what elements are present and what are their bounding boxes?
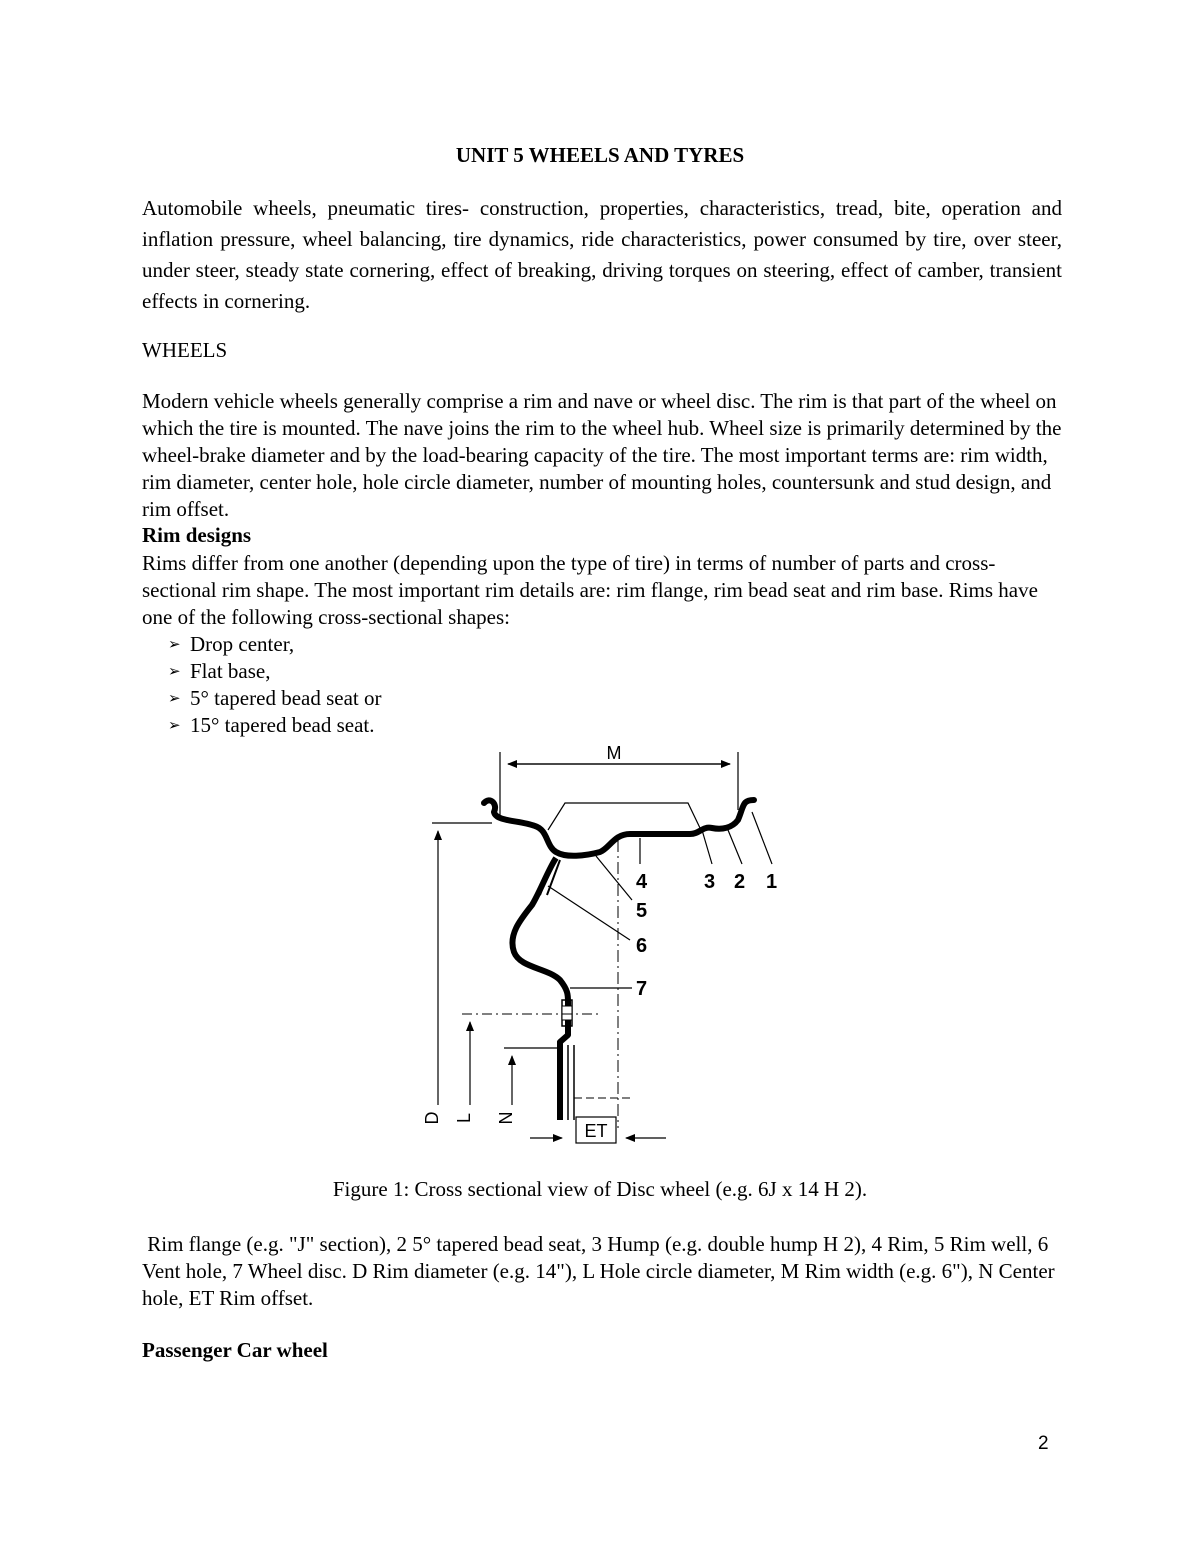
list-item-text: Drop center,: [190, 632, 295, 656]
callout-7: 7: [636, 978, 648, 1000]
rim-shapes-list: [168, 631, 381, 739]
callout-1: 1: [766, 871, 778, 893]
rim-designs-paragraph: Rims differ from one another (depending upon the type of tire) in terms of number of parts and cross-sectional rim shape. The most important rim details are: rim flange, rim bead seat and rim base. Rims have one of the following cross-sectional shapes:: [142, 551, 1038, 629]
list-item-text: Flat base,: [190, 659, 271, 683]
arrow-bullet-icon: ➢: [168, 662, 181, 680]
label-n: N: [496, 1111, 516, 1125]
list-item: [168, 631, 381, 658]
label-m: M: [606, 743, 622, 763]
wheels-paragraph: Modern vehicle wheels generally comprise a rim and nave or wheel disc. The rim is that part of the wheel on which the tire is mounted. The nave joins the rim to the wheel hub. Wheel size is primarily determined by the wheel-brake diameter and by the load-bearing capacity of the tire. The most important terms are: rim width, rim diameter, center hole, hole circle diameter, number of mounting holes, countersunk and stud design, and rim offset.: [142, 389, 1062, 521]
callout-4: 4: [636, 871, 648, 893]
callout-5: 5: [636, 900, 648, 922]
wheel-cross-section-figure: [420, 740, 778, 1160]
rim-diameter-dimension: [422, 823, 492, 1125]
list-item-text: 5° tapered bead seat or: [190, 686, 382, 710]
list-item: [168, 658, 381, 685]
callout-2: 2: [734, 871, 746, 893]
rim-profile: [484, 800, 754, 856]
callout-3: 3: [704, 871, 716, 893]
page-title: UNIT 5 WHEELS AND TYRES: [455, 143, 745, 167]
label-et: ET: [584, 1121, 608, 1141]
arrow-bullet-icon: ➢: [168, 716, 181, 734]
figure-caption: Figure 1: Cross sectional view of Disc wheel (e.g. 6J x 14 H 2).: [332, 1177, 868, 1201]
label-l: L: [454, 1112, 474, 1124]
rim-width-dimension: [500, 743, 738, 815]
label-d: D: [422, 1111, 442, 1125]
wheel-disc-profile: [512, 858, 568, 1120]
hole-circle-dimension: [454, 1014, 598, 1123]
figure-legend: Rim flange (e.g. "J" section), 2 5° tapered bead seat, 3 Hump (e.g. double hump H 2), 4 Rim, 5 Rim well, 6 Vent hole, 7 Wheel disc. D Rim diameter (e.g. 14"), L Hole circle diameter, M Rim width (e.g. 6"), N Center hole, ET Rim offset.: [142, 1232, 1060, 1310]
rim-offset-dimension: [530, 1098, 666, 1143]
syllabus-paragraph: Automobile wheels, pneumatic tires- construction, properties, characteristics, tread, bite, operation and inflation pressure, wheel balancing, tire dynamics, ride characteristics, power consumed by tire, over steer, under steer, steady state cornering, effect of breaking, driving torques on steering, effect of camber, transient effects in cornering.: [142, 196, 1062, 313]
list-item: [168, 685, 381, 712]
page-number: 2: [1038, 1433, 1049, 1454]
callout-6: 6: [636, 935, 648, 957]
arrow-bullet-icon: ➢: [168, 635, 181, 653]
rim-designs-heading: Rim designs: [142, 523, 252, 547]
arrow-bullet-icon: ➢: [168, 689, 181, 707]
passenger-car-heading: Passenger Car wheel: [142, 1338, 328, 1362]
section-heading-wheels: WHEELS: [142, 338, 228, 362]
center-hole-dimension: [496, 1048, 558, 1125]
list-item-text: 15° tapered bead seat.: [190, 713, 375, 737]
list-item: [168, 712, 381, 739]
